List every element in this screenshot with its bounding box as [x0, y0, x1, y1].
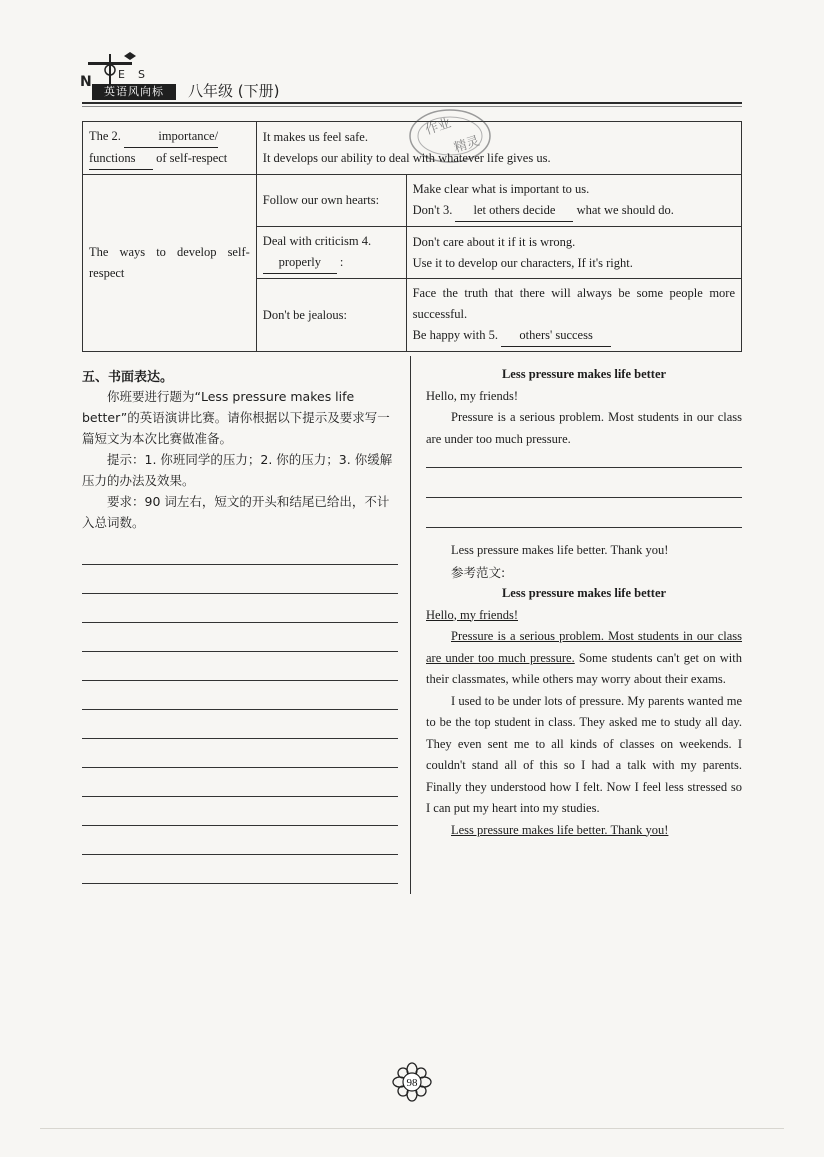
stamp-text-2: 精灵	[452, 133, 482, 157]
page-number-flower-icon	[392, 1062, 432, 1102]
table-row	[83, 122, 742, 175]
prompt-requirements: 要求：90 词左右，短文的开头和结尾已给出，不计入总词数。	[82, 494, 390, 530]
sample-label: 参考范文:	[451, 564, 506, 580]
writing-line	[82, 622, 398, 623]
composition-title: Less pressure makes life better	[501, 367, 667, 381]
summary-table	[82, 121, 742, 352]
writing-line	[82, 593, 398, 594]
answer-blank-2: importance/	[124, 126, 218, 148]
prompt-hints: 提示：1. 你班同学的压力；2. 你的压力；3. 你缓解压力的办法及效果。	[82, 452, 393, 488]
writing-line	[82, 564, 398, 565]
brand-name: 英语风向标	[92, 84, 176, 100]
writing-prompt	[82, 386, 400, 533]
grade-label: 八年级 (下册)	[188, 82, 280, 100]
writing-line	[82, 680, 398, 681]
page-number: 98	[406, 1077, 418, 1089]
sample-greeting: Hello, my friends!	[426, 607, 518, 622]
composition-opening: Pressure is a serious problem. Most students in our class are under too much pressure.	[426, 410, 742, 446]
table-cell-importance: The 2. importance/ functions of self-respect	[83, 122, 257, 175]
section-title: 五、书面表达。	[82, 370, 174, 385]
writing-line	[82, 854, 398, 855]
table-cell-follow-details: Make clear what is important to us. Don't 3. let others decide what we should do.	[406, 175, 741, 227]
writing-line	[82, 651, 398, 652]
answer-blank-2b: functions	[89, 148, 153, 170]
table-cell-benefits: It makes us feel safe. It develops our ability to deal with whatever life gives us.	[256, 122, 741, 175]
logo-letter-e: E	[118, 68, 125, 81]
sample-paragraph-2: I used to be under lots of pressure. My parents wanted me to be the top student in class. They asked me to study all day. They even sent me to all kinds of classes on weekends. I couldn't stand all of this so I had a talk with my parents. Finally they understood how I felt. Now I feel less stressed so I can put my heart into my studies.	[426, 693, 742, 815]
writing-line	[82, 709, 398, 710]
writing-line	[82, 738, 398, 739]
column-divider	[410, 356, 411, 894]
writing-line	[82, 825, 398, 826]
composition-greeting: Hello, my friends!	[426, 388, 518, 403]
sample-paragraph-1: Pressure is a serious problem. Most students in our class are under too much pressure. Some students can't get on with their classmates, while others may worry about their exams.	[426, 629, 742, 686]
composition-frame	[426, 364, 742, 450]
logo-letter-n: N	[80, 74, 92, 90]
table-cell-criticism-details: Don't care about it if it is wrong. Use it to develop our characters, If it's right.	[406, 227, 741, 279]
writing-line	[82, 767, 398, 768]
writing-line	[82, 883, 398, 884]
answer-blank-4: properly	[263, 252, 337, 274]
composition-closing: Less pressure makes life better. Thank you!	[451, 543, 669, 557]
composition-closing-block	[426, 540, 742, 841]
table-cell-jealous-details: Face the truth that there will always be some people more successful. Be happy with 5. others' success	[406, 279, 741, 352]
table-cell-ways: The ways to develop self-respect	[83, 175, 257, 352]
writing-line	[426, 467, 742, 468]
writing-line	[426, 527, 742, 528]
answer-blank-5: others' success	[501, 325, 611, 347]
writing-line	[82, 796, 398, 797]
footer-divider	[40, 1128, 784, 1129]
answer-blank-3: let others decide	[455, 200, 573, 222]
stamp-text-1: 作业	[423, 115, 453, 139]
table-row	[83, 175, 742, 227]
table-cell-follow-hearts: Follow our own hearts:	[256, 175, 406, 227]
writing-line	[426, 497, 742, 498]
prompt-instructions: 你班要进行题为“Less pressure makes life better”的英语演讲比赛。请你根据以下提示及要求写一篇短文为本次比赛做准备。	[82, 389, 390, 446]
table-cell-criticism: Deal with criticism 4. properly :	[256, 227, 406, 279]
table-cell-jealous: Don't be jealous:	[256, 279, 406, 352]
sample-title: Less pressure makes life better	[501, 586, 667, 600]
logo-letter-s: S	[138, 68, 145, 81]
sample-closing: Less pressure makes life better. Thank you!	[451, 822, 669, 837]
